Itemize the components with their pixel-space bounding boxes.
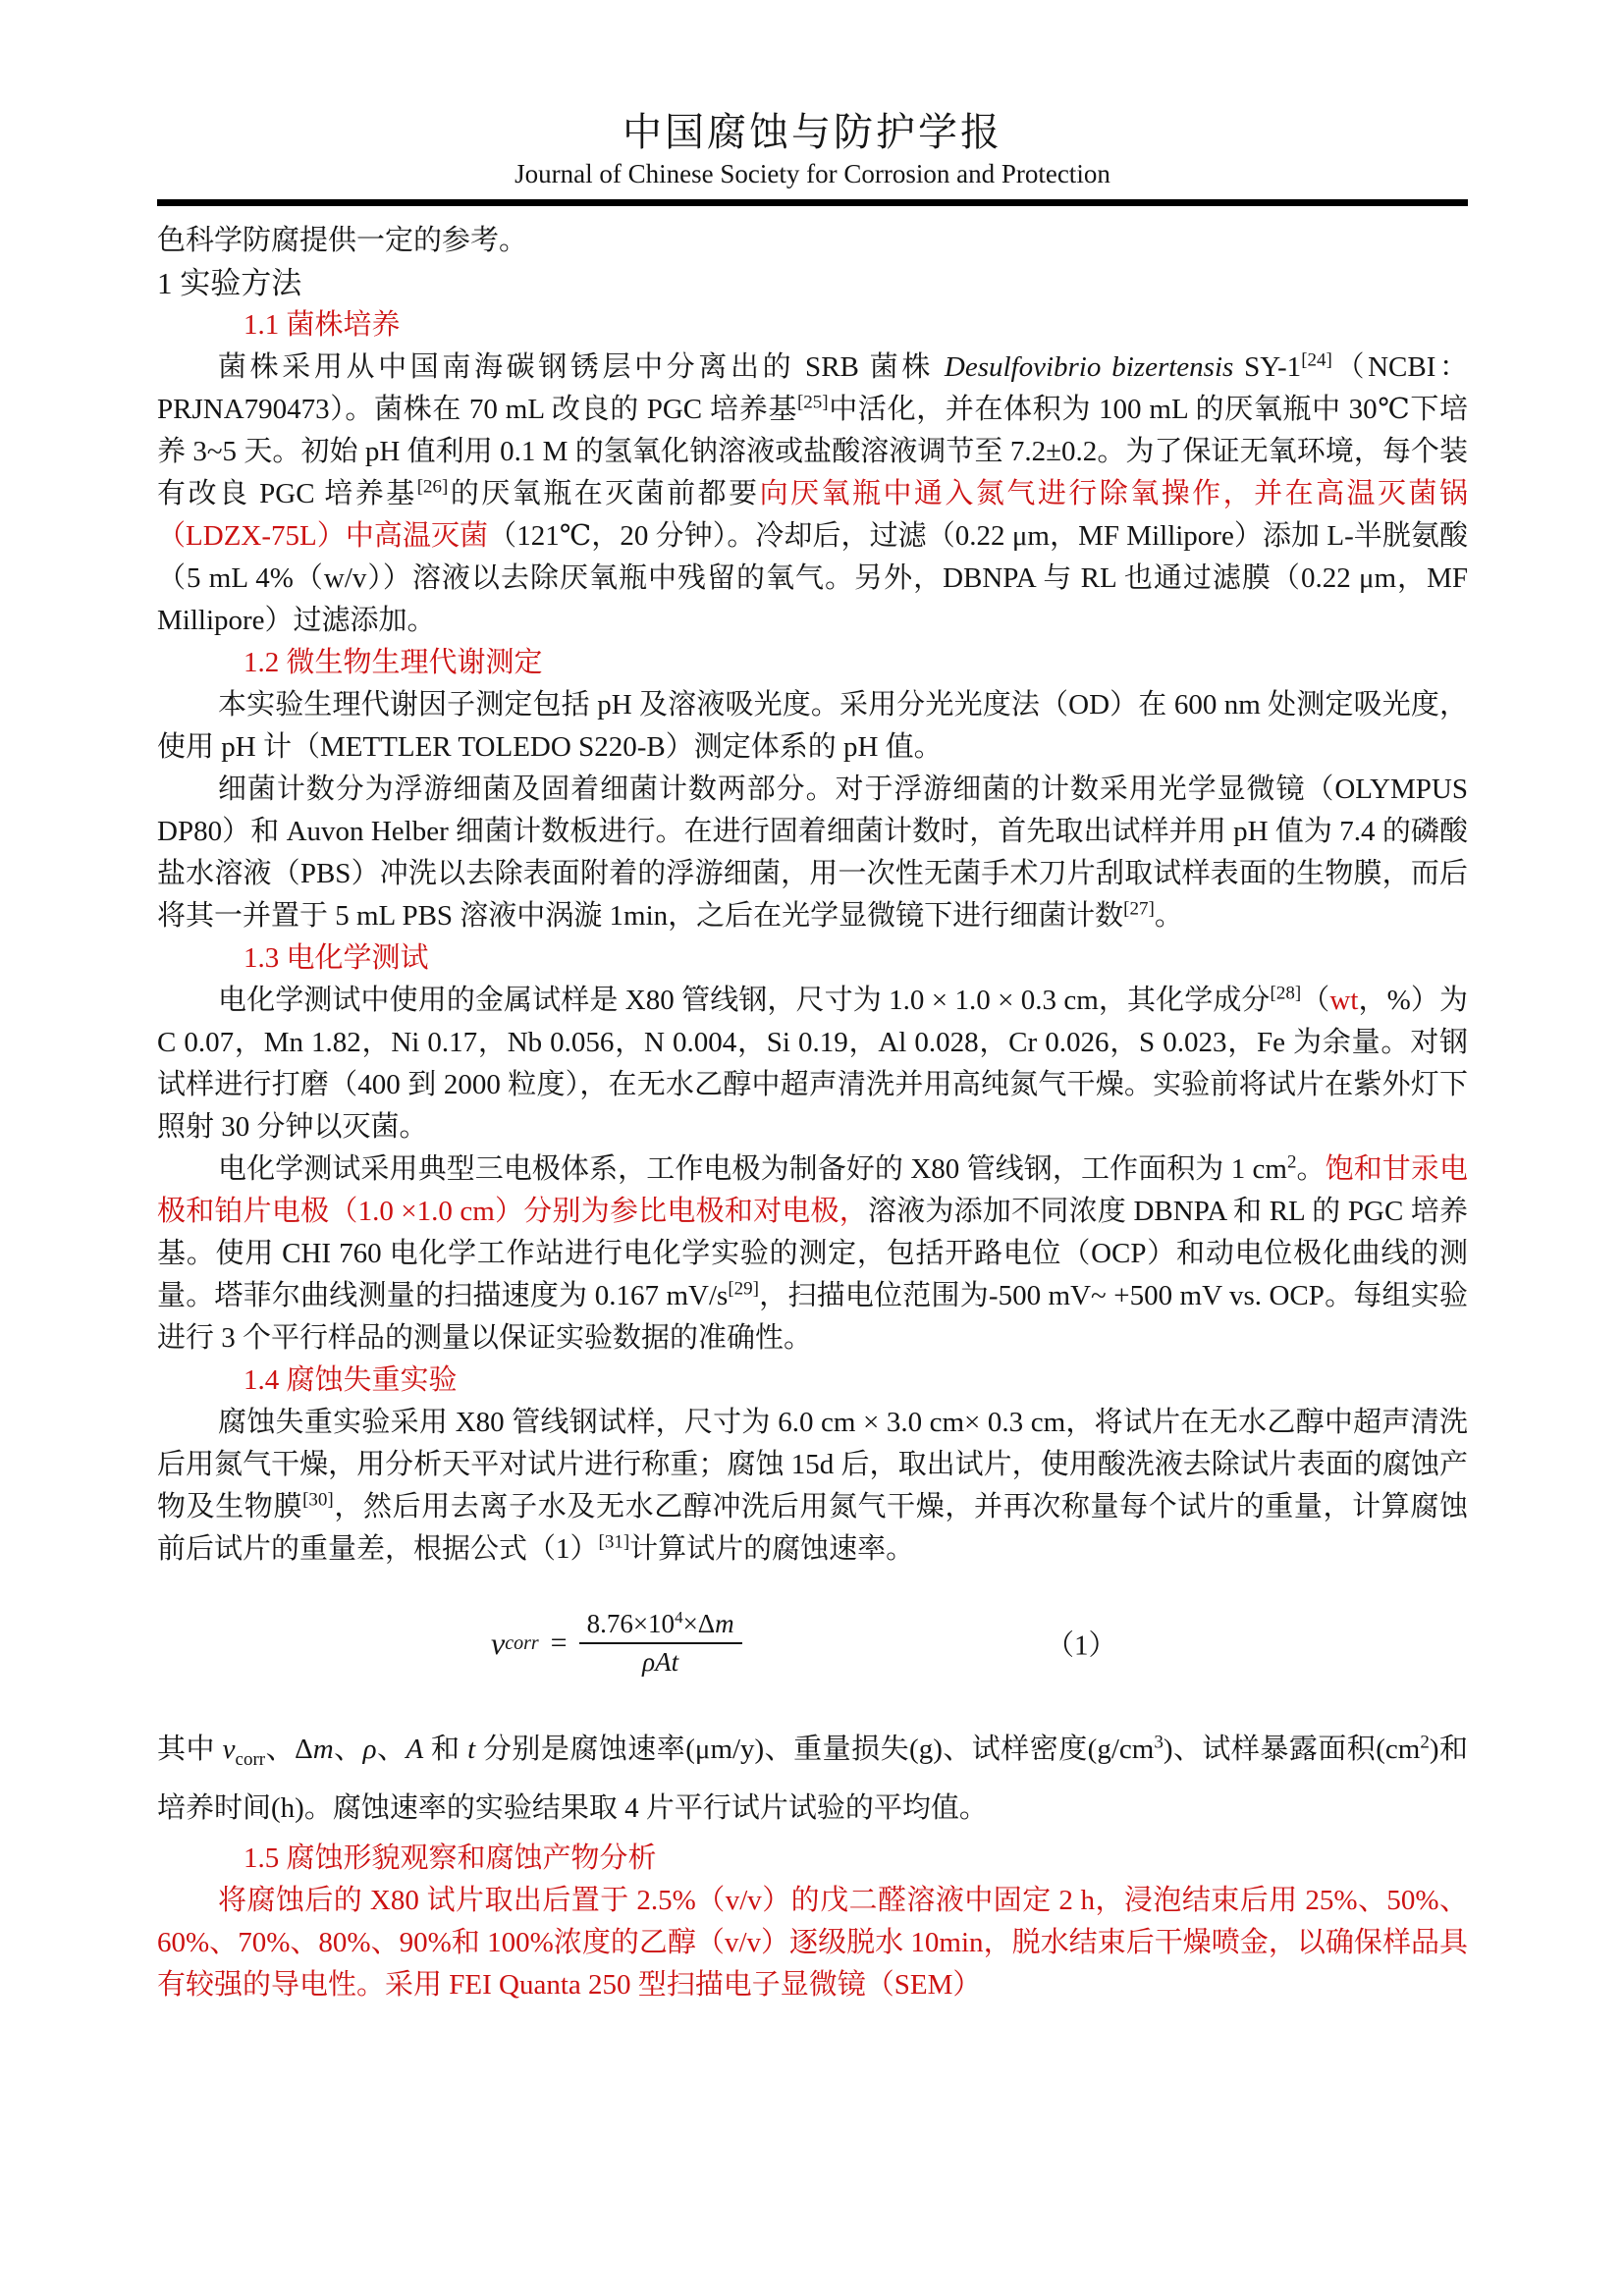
paragraph-formula-variables: 其中 $v_{corr}$、Δm、ρ、A 和 t 分别是腐蚀速率(μm/y)、重量损失(g)、试样密度$(g/cm^3)$、试样暴露面积$(cm^2)$和培养时间(h)。腐蚀速率的实验结果取 4 片平行试片试验的平均值。 bbox=[157, 1732, 1468, 1824]
paragraph-electrochemical-setup: 电化学测试采用典型三电极体系，工作电极为制备好的 X80 管线钢，工作面积为 1 $cm^2$。饱和甘汞电极和铂片电极（1.0 ×1.0 cm）分别为参比电极和对电极，溶液为添加不同浓度 DBNPA 和 RL 的 PGC 培养基。使用 CHI 760 电化学工作站进行电化学实验的测定，包括开路电位（OCP）和动电位极化曲线的测量。塔菲尔曲线测量的扫描速度为 0.167 mV/s[29]，扫描电位范围为-500 mV~ +500 mV vs. OCP。每组实验进行 3 个平行样品的测量以保证实验数据的准确性。 bbox=[157, 1151, 1468, 1354]
journal-title-en: Journal of Chinese Society for Corrosion and Protection bbox=[514, 159, 1110, 188]
equation-number: （1） bbox=[1046, 1629, 1117, 1662]
paragraph-weight-loss: 腐蚀失重实验采用 X80 管线钢试样，尺寸为 6.0 cm × 3.0 cm× 0.3 cm，将试片在无水乙醇中超声清洗后用氮气干燥，用分析天平对试片进行称重；腐蚀 15d 后，取出试片，使用酸洗液去除试片表面的腐蚀产物及生物膜[30]，然后用去离子水及无水乙醇冲洗后用氮气干燥，并再次称量每个试片的重量，计算腐蚀前后试片的重量差，根据公式（1）[31]计算试片的腐蚀速率。 bbox=[157, 1407, 1468, 1565]
equation-expression: v corr = $\frac{8.76\times 10^4\times\Delta m}{\text{ρAt}}$ bbox=[491, 1609, 742, 1678]
heading-1-5: 1.5 腐蚀形貌观察和腐蚀产物分析 bbox=[244, 1842, 657, 1874]
paragraph-bacteria-counting: 细菌计数分为浮游细菌及固着细菌计数两部分。对于浮游细菌的计数采用光学显微镜（OLYMPUS DP80）和 Auvon Helber 细菌计数板进行。在进行固着细菌计数时，首先取出试样并用 pH 值为 7.4 的磷酸盐水溶液（PBS）冲洗以去除表面附着的浮游细菌，用一次性无菌手术刀片刮取试样表面的生物膜，而后将其一并置于 5 mL PBS 溶液中涡漩 1min，之后在光学显微镜下进行细菌计数[27]。 bbox=[157, 774, 1468, 932]
equation-numerator: $8.76\times 10^4\times\Delta m$ bbox=[579, 1609, 742, 1644]
heading-1-1: 1.1 菌株培养 bbox=[244, 309, 401, 341]
equation-lhs: v bbox=[491, 1625, 506, 1661]
journal-title-zh: 中国腐蚀与防护学报 bbox=[623, 110, 1002, 154]
paragraph-electrochemical-sample: 电化学测试中使用的金属试样是 X80 管线钢，尺寸为 1.0 × 1.0 × 0.3 cm，其化学成分[28]（wt，%）为 C 0.07，Mn 1.82，Ni 0.17，Nb 0.056，N 0.004，Si 0.19，Al 0.028，Cr 0.026，S 0.023，Fe 为余量。对钢试样进行打磨（400 到 2000 粒度），在无水乙醇中超声清洗并用高纯氮气干燥。实验前将试片在紫外灯下照射 30 分钟以灭菌。 bbox=[157, 983, 1468, 1143]
paragraph-metabolism: 本实验生理代谢因子测定包括 pH 及溶液吸光度。采用分光光度法（OD）在 600 nm 处测定吸光度，使用 pH 计（METTLER TOLEDO S220-B）测定体系的 pH 值。 bbox=[157, 689, 1468, 763]
paragraph-strain-culture: 菌株采用从中国南海碳钢锈层中分离出的 SRB 菌株 Desulfovibrio bizertensis SY-1[24]（NCBI：PRJNA790473）。菌株在 70 mL 改良的 PGC 培养基[25]中活化，并在体积为 100 mL 的厌氧瓶中 30℃下培养 3~5 天。初始 pH 值利用 0.1 M 的氢氧化钠溶液或盐酸溶液调节至 7.2±0.2。为了保证无氧环境，每个装有改良 PGC 培养基[26]的厌氧瓶在灭菌前都要向厌氧瓶中通入氮气进行除氧操作，并在高温灭菌锅（LDZX-75L）中高温灭菌（121℃，20 分钟）。冷却后，过滤（0.22 μm，MF Millipore）添加 L-半胱氨酸（5 mL 4%（w/v））溶液以去除厌氧瓶中残留的氧气。另外，DBNPA 与 RL 也通过滤膜（0.22 μm，MF Millipore）过滤添加。 bbox=[157, 349, 1468, 636]
equation-fraction bbox=[579, 1609, 742, 1678]
equation-block bbox=[157, 1588, 1468, 1698]
paragraph-continued: 色科学防腐提供一定的参考。 bbox=[157, 225, 528, 256]
document-body bbox=[157, 220, 1468, 2006]
equation-equals-sign: = bbox=[550, 1627, 568, 1659]
equation-denominator: ρAt bbox=[642, 1647, 679, 1677]
heading-1-3: 1.3 电化学测试 bbox=[244, 942, 429, 974]
heading-section-1: 1 实验方法 bbox=[157, 266, 302, 300]
heading-1-2: 1.2 微生物生理代谢测定 bbox=[244, 647, 543, 678]
heading-1-4: 1.4 腐蚀失重实验 bbox=[244, 1364, 458, 1396]
header-rule bbox=[157, 199, 1468, 206]
paragraph-morphology: 将腐蚀后的 X80 试片取出后置于 2.5%（v/v）的戊二醛溶液中固定 2 h，浸泡结束后用 25%、50%、60%、70%、80%、90%和 100%浓度的乙醇（v/v）逐级脱水 10min，脱水结束后干燥喷金，以确保样品具有较强的导电性。采用 FEI Quanta 250 型扫描电子显微镜（SEM） bbox=[157, 1885, 1468, 2001]
